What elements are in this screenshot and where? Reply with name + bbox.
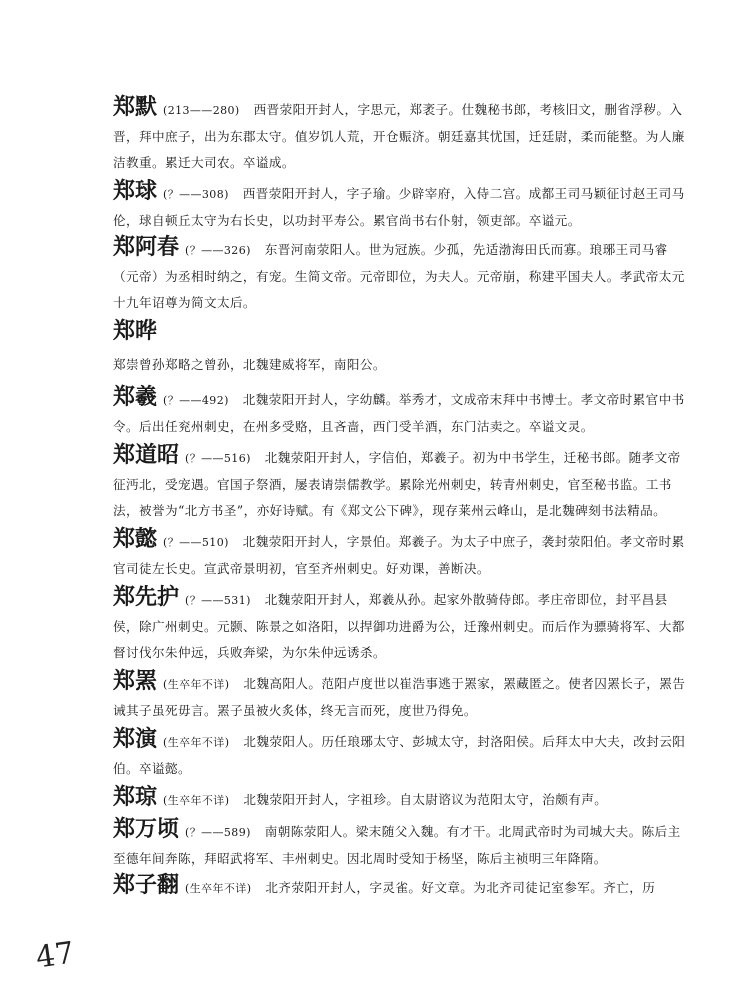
entry-zheng-zifan [113,872,693,902]
entry-text: 西晋荥阳开封人，字思元，郑袤子。仕魏秘书郎，考核旧文，删省浮秽。入晋，拜中庶子，出为东郡太守。值岁饥人荒，开仓赈济。朝廷嘉其忧国，迁廷尉，柔而能整。为人廉洁教重。累迁大司农。卒谥成。 [113,102,685,170]
entry-name: 郑球 [113,178,158,204]
entry-text: 北魏荥阳开封人，字祖珍。自太尉谘议为范阳太守，治颇有声。 [243,792,608,807]
entry-zheng-qiu [113,178,693,234]
entry-text: 东晋河南荥阳人。世为冠族。少孤，先适渤海田氏而寡。琅琊王司马睿（元帝）为丞相时纳之，有宠。生简文帝。元帝即位，为夫人。元帝崩，称建平国夫人。孝武帝太元十九年诏尊为简文太后。 [113,242,685,310]
entry-text: 北魏荥阳开封人，字幼麟。举秀才，文成帝末拜中书博士。孝文帝时累官中书令。后出任兖州刺史，在州多受赂，且吝啬，西门受羊酒，东门沽卖之。卒谥文灵。 [113,392,685,434]
entry-lifespan: (？——308) [163,188,229,201]
entry-name: 郑阿春 [113,234,180,260]
entry-lifespan: (生卒年不详) [163,794,230,807]
entry-name: 郑演 [113,726,158,752]
entry-name: 郑道昭 [113,442,180,468]
handwritten-page-number: 47 [33,935,77,976]
entry-lifespan: (？——516) [185,452,251,465]
entry-name: 郑子翻 [113,872,180,898]
entry-lifespan: (？——326) [185,244,251,257]
entry-zheng-yi [113,526,693,582]
entry-zheng-ye [113,318,693,347]
entry-text: 北魏荥阳人。历任琅琊太守、彭城太守，封洛阳侯。后拜太中大夫，改封云阳伯。卒谥懿。 [113,734,686,776]
entry-name: 郑默 [113,94,158,120]
entry-text: 北魏高阳人。范阳卢度世以崔浩事逃于罴家，罴藏匿之。使者囚罴长子，罴告诫其子虽死毋言。罴子虽被火炙体，终无言而死，度世乃得免。 [113,676,686,718]
entry-lifespan: (？——531) [185,594,251,607]
entry-name: 郑罴 [113,668,158,694]
entry-zheng-achun [113,234,693,316]
entry-lifespan: (213——280) [163,104,240,117]
entry-name: 郑琼 [113,784,158,810]
entry-zheng-pi [113,668,693,724]
entry-zheng-mo [113,94,693,176]
entry-text: 北魏荥阳开封人，郑羲从孙。起家外散骑侍郎。孝庄帝即位，封平昌县侯，除广州刺史。元颢、陈景之如洛阳，以捍御功进爵为公，迁豫州刺史。而后作为骠骑将军、大都督讨伐尔朱仲远，兵败奔梁，为尔朱仲远诱杀。 [113,592,685,660]
entry-zheng-xianhu [113,584,693,666]
entry-zheng-xi [113,384,693,440]
entry-lifespan: (？——492) [163,394,229,407]
entry-text: 南朝陈荥阳人。梁末随父入魏。有才干。北周武帝时为司城大夫。陈后主至德年间奔陈，拜昭武将军、丰州刺史。因北周时受知于杨坚，陈后主祯明三年降隋。 [113,824,681,866]
entry-name: 郑羲 [113,384,158,410]
entry-name: 郑晔 [113,318,158,344]
entry-lifespan: (？——510) [163,536,229,549]
entry-lifespan: (生卒年不详) [185,882,252,895]
entry-zheng-qiong [113,784,693,814]
entry-lifespan: (？——589) [185,826,251,839]
entry-zheng-daozhao [113,442,693,524]
entry-zheng-yan [113,726,693,782]
entry-text: 西晋荥阳开封人，字子瑜。少辟宰府，入侍二宫。成都王司马颖征讨赵王司马伦，球自顿丘太守为右长史，以功封平寿公。累官尚书右仆射，领吏部。卒谥元。 [113,186,685,228]
entry-zheng-ye-text: 郑崇曾孙郑略之曾孙，北魏建威将军，南阳公。 [113,357,386,372]
entry-text: 北齐荥阳开封人，字灵雀。好文章。为北齐司徒记室参军。齐亡，历 [265,880,656,895]
entry-lifespan: (生卒年不详) [163,678,230,691]
entry-name: 郑万顷 [113,816,180,842]
entry-name: 郑懿 [113,526,158,552]
entry-text: 北魏荥阳开封人，字景伯。郑羲子。为太子中庶子，袭封荥阳伯。孝文帝时累官司徒左长史。宣武帝景明初，官至齐州刺史。好劝课，善断决。 [113,534,685,576]
entry-lifespan: (生卒年不详) [163,736,230,749]
entry-text: 北魏荥阳开封人，字信伯，郑羲子。初为中书学生，迁秘书郎。随孝文帝征沔北，受宠遇。官国子祭酒，屡表请崇儒教学。累除光州刺史，转青州刺史，官至秘书监。工书法，被誉为“北方书圣”，亦好诗赋。有《郑文公下碑》，现存莱州云峰山，是北魏碑刻书法精品。 [113,450,681,518]
entry-name: 郑先护 [113,584,180,610]
entry-zheng-wanqing [113,816,693,872]
